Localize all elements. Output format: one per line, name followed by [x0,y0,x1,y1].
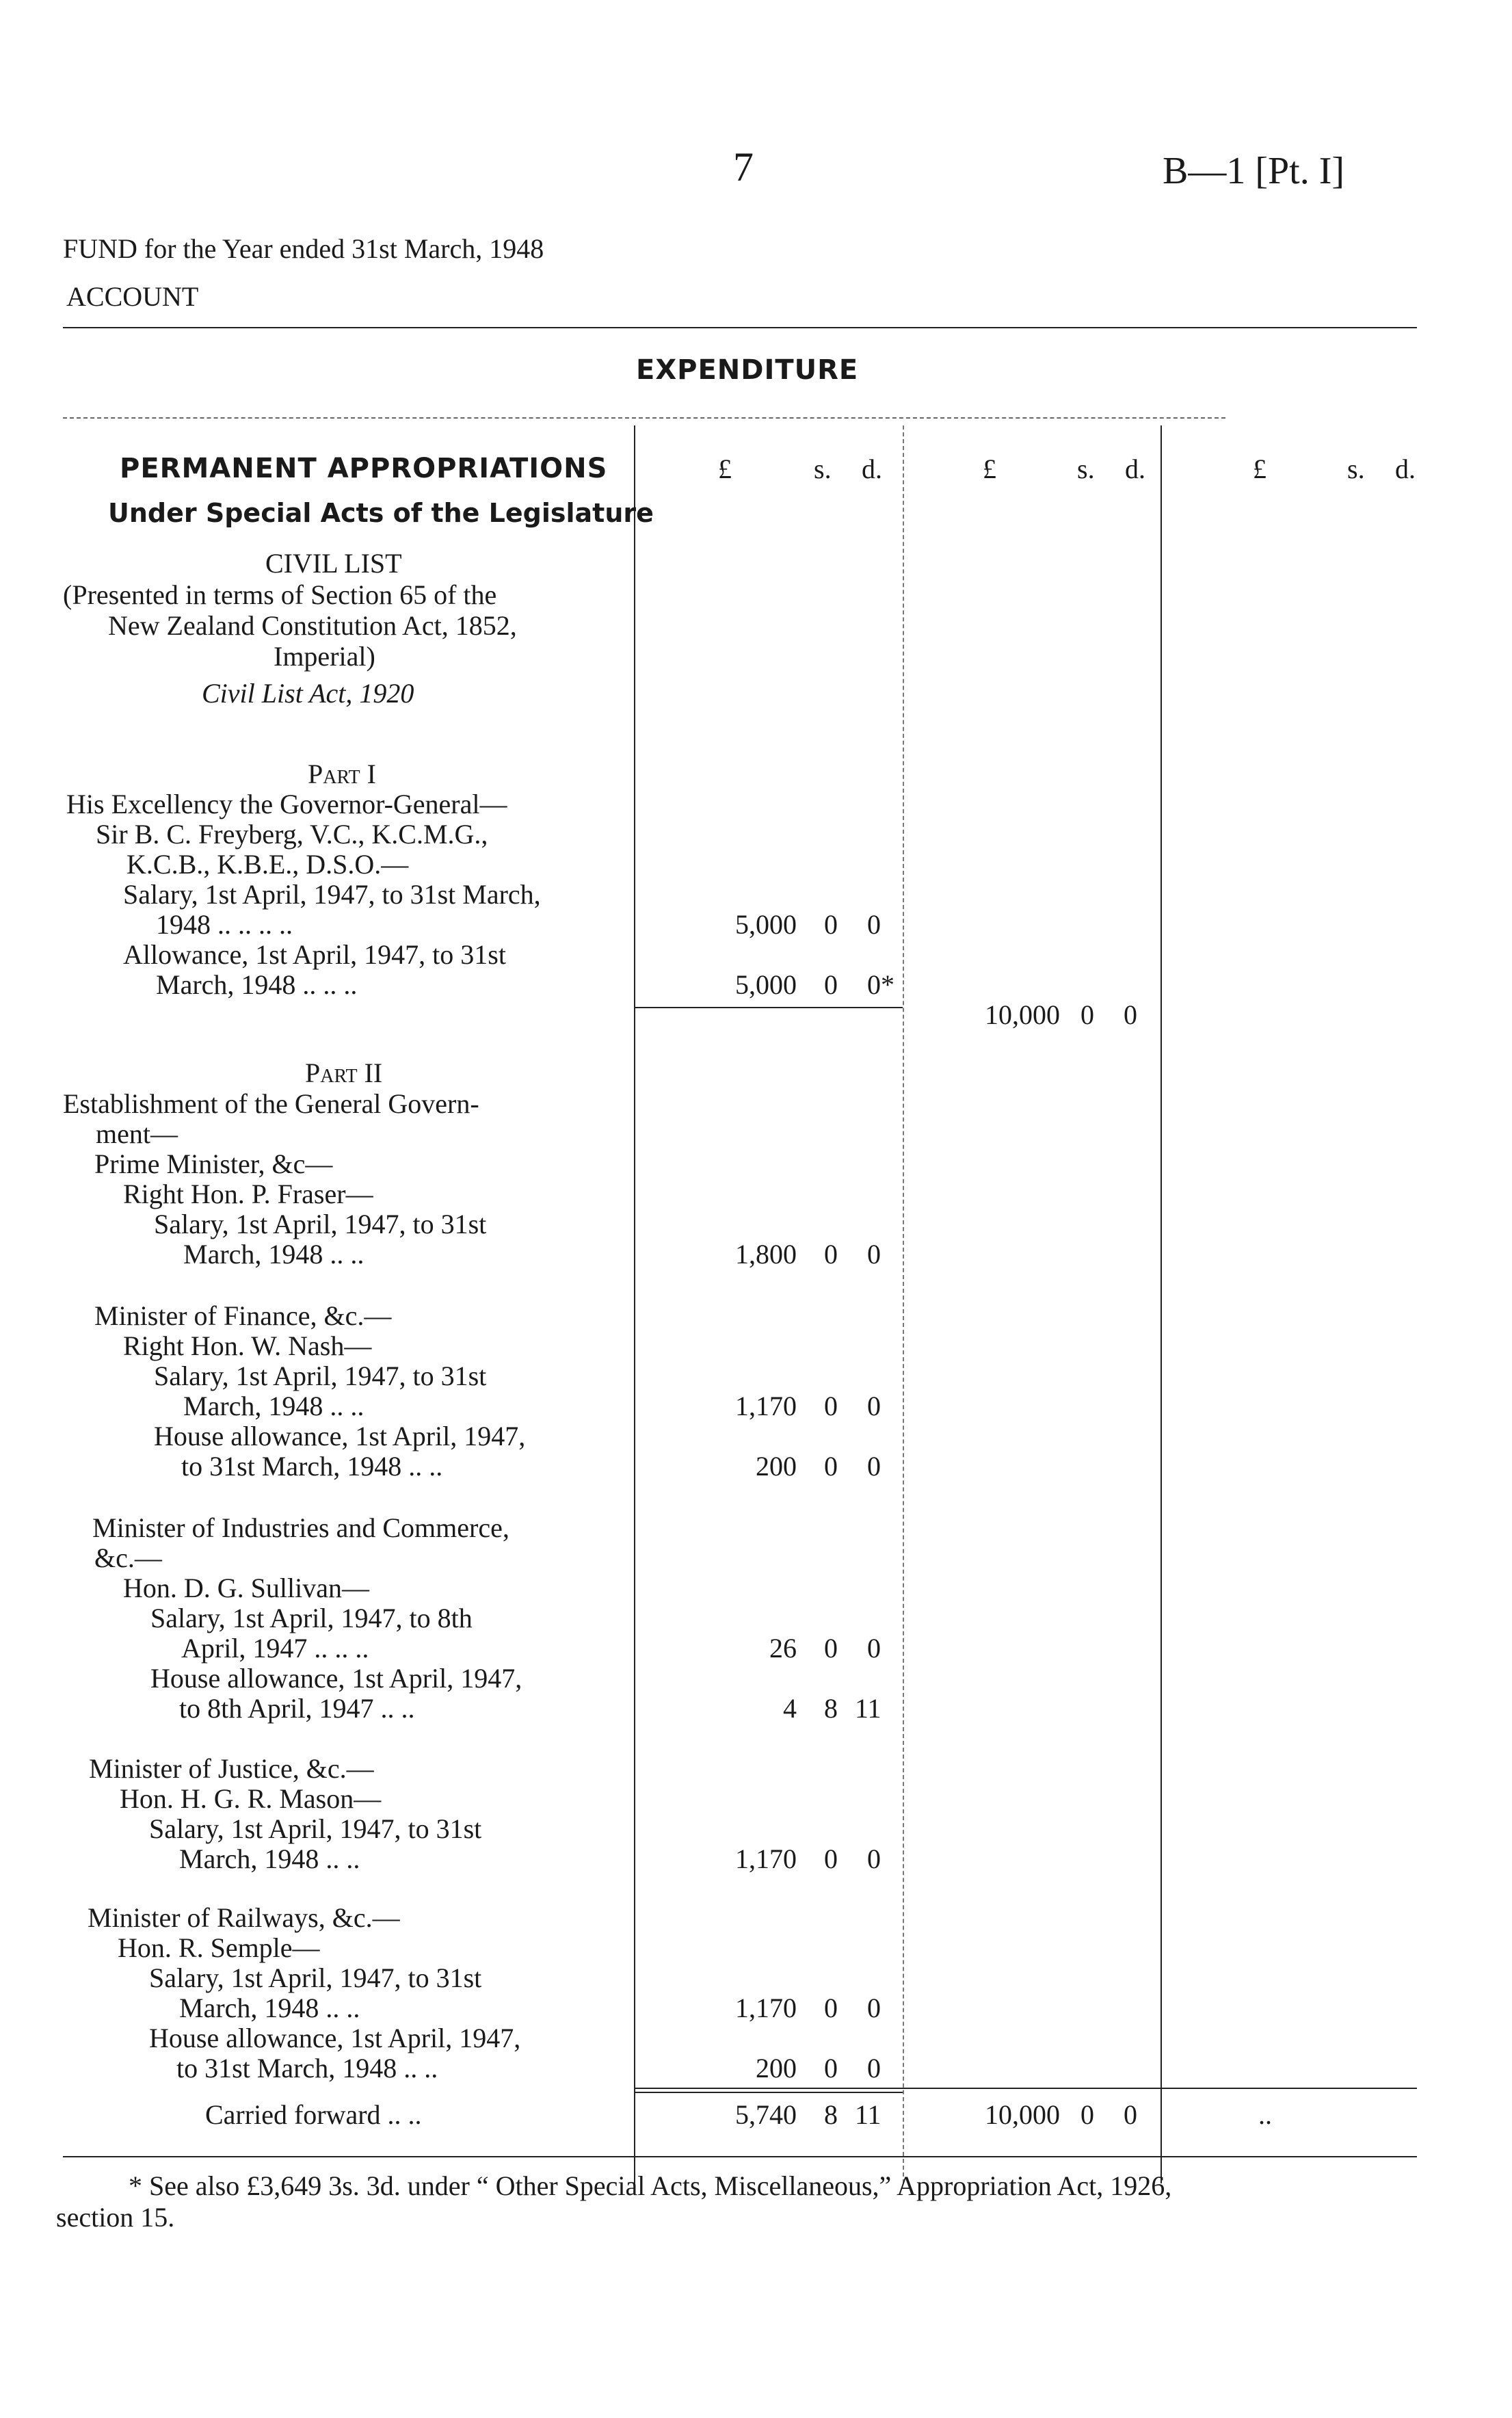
nash-line: Right Hon. W. Nash— [123,1330,372,1361]
fin-salary-pounds: 1,170 [735,1391,797,1421]
jus-salary-pounds: 1,170 [735,1843,797,1874]
fin-house-pounds: 200 [756,1451,797,1482]
col2-pounds-header: £ [983,454,996,484]
column-divider-1 [634,425,635,2183]
page-number: 7 [733,144,754,189]
header-rule [63,327,1417,328]
ind-salary-pounds: 26 [769,1633,797,1664]
permanent-appropriations-title: PERMANENT APPROPRIATIONS [120,453,608,484]
rail-salary-shillings: 0 [824,1993,838,2023]
jus-salary-line-1: Salary, 1st April, 1947, to 31st [149,1813,482,1844]
gg-salary-shillings: 0 [824,909,838,940]
fin-house-line-2: to 31st March, 1948 .. .. [181,1451,443,1482]
establishment-line-2: ment— [96,1118,178,1149]
carried-forward-rule-1 [634,2088,1417,2089]
part-1-total-pounds: 10,000 [985,999,1060,1030]
railways-minister-line: Minister of Railways, &c.— [88,1902,400,1933]
mason-line: Hon. H. G. R. Mason— [120,1783,382,1814]
rail-house-line-1: House allowance, 1st April, 1947, [149,2023,521,2053]
col1-pounds-header: £ [718,454,732,484]
fin-house-shillings: 0 [824,1451,838,1482]
ind-house-pounds: 4 [783,1693,797,1724]
gg-salary-line-2: 1948 .. .. .. .. [156,909,293,940]
heading-line-2: ACCOUNT [66,281,199,312]
gg-allowance-shillings: 0 [824,969,838,1000]
gg-salary-line-1: Salary, 1st April, 1947, to 31st March, [123,879,541,910]
part-1-heading: Part I [308,759,376,789]
rail-salary-pounds: 1,170 [735,1993,797,2023]
pm-salary-line-2: March, 1948 .. .. [183,1239,364,1270]
ind-salary-pence: 0 [867,1633,881,1664]
jus-salary-line-2: March, 1948 .. .. [179,1843,360,1874]
document-reference: B—1 [Pt. I] [1163,150,1344,192]
fin-salary-pence: 0 [867,1391,881,1421]
carried-col1-shillings: 8 [824,2099,838,2130]
rail-salary-line-1: Salary, 1st April, 1947, to 31st [149,1962,482,1993]
special-acts-subtitle: Under Special Acts of the Legislature [108,498,654,528]
presented-line-2: New Zealand Constitution Act, 1852, [108,610,517,641]
ind-salary-line-2: April, 1947 .. .. .. [181,1633,369,1664]
gg-salary-pounds: 5,000 [735,909,797,940]
carried-col1-pence: 11 [855,2099,881,2130]
industries-minister-line-1: Minister of Industries and Commerce, [92,1512,509,1543]
part-1-subtotal-rule [634,1007,903,1008]
governor-general-line: His Excellency the Governor-General— [66,789,507,819]
column-divider-2 [903,425,904,2183]
col1-shillings-header: s. [814,454,832,484]
carried-forward-rule-2 [634,2092,903,2093]
carried-col2-shillings: 0 [1080,2099,1094,2130]
semple-line: Hon. R. Semple— [118,1932,320,1963]
col1-pence-header: d. [862,454,882,484]
jus-salary-shillings: 0 [824,1843,838,1874]
presented-line-3: Imperial) [274,641,375,672]
col2-pence-header: d. [1125,454,1145,484]
carried-col3-dots: .. [1258,2099,1272,2130]
carried-col2-pounds: 10,000 [985,2099,1060,2130]
pm-salary-pounds: 1,800 [735,1239,797,1270]
footnote-line-2: section 15. [56,2202,175,2233]
heading-line-1: FUND for the Year ended 31st March, 1948 [63,233,544,264]
ind-house-pence: 11 [855,1693,881,1724]
finance-minister-line: Minister of Finance, &c.— [94,1300,392,1331]
footnote-rule [63,2156,1417,2157]
col3-pounds-header: £ [1253,454,1266,484]
fin-house-pence: 0 [867,1451,881,1482]
ind-house-line-2: to 8th April, 1947 .. .. [179,1693,415,1724]
establishment-line-1: Establishment of the General Govern- [63,1088,479,1119]
col3-pence-header: d. [1395,454,1416,484]
rail-house-shillings: 0 [824,2053,838,2084]
rail-house-pounds: 200 [756,2053,797,2084]
rail-house-pence: 0 [867,2053,881,2084]
carried-forward-label: Carried forward .. .. [205,2099,422,2130]
pm-salary-line-1: Salary, 1st April, 1947, to 31st [154,1209,487,1239]
gg-salary-pence: 0 [867,909,881,940]
column-head-rule [63,417,1225,419]
fin-salary-line-1: Salary, 1st April, 1947, to 31st [154,1361,487,1391]
civil-list-act: Civil List Act, 1920 [202,678,414,709]
ind-house-line-1: House allowance, 1st April, 1947, [150,1663,522,1694]
fin-house-line-1: House allowance, 1st April, 1947, [154,1421,526,1451]
jus-salary-pence: 0 [867,1843,881,1874]
col2-shillings-header: s. [1077,454,1095,484]
column-divider-3 [1160,425,1162,2183]
fraser-line: Right Hon. P. Fraser— [123,1179,373,1209]
rail-salary-line-2: March, 1948 .. .. [179,1993,360,2023]
industries-minister-line-2: &c.— [94,1542,162,1573]
pm-salary-pence: 0 [867,1239,881,1270]
gg-allowance-pounds: 5,000 [735,969,797,1000]
section-title: EXPENDITURE [636,354,859,386]
ind-house-shillings: 8 [824,1693,838,1724]
col3-shillings-header: s. [1347,454,1365,484]
part-1-total-shillings: 0 [1080,999,1094,1030]
civil-list-heading: CIVIL LIST [265,548,402,579]
pm-salary-shillings: 0 [824,1239,838,1270]
gg-allowance-pence: 0* [867,969,894,1000]
carried-col1-pounds: 5,740 [735,2099,797,2130]
part-1-total-pence: 0 [1124,999,1137,1030]
carried-col2-pence: 0 [1124,2099,1137,2130]
rail-house-line-2: to 31st March, 1948 .. .. [176,2053,438,2084]
freyberg-line-2: K.C.B., K.B.E., D.S.O.— [127,849,409,880]
fin-salary-line-2: March, 1948 .. .. [183,1391,364,1421]
freyberg-line-1: Sir B. C. Freyberg, V.C., K.C.M.G., [96,819,488,850]
sullivan-line: Hon. D. G. Sullivan— [123,1573,369,1603]
ind-salary-line-1: Salary, 1st April, 1947, to 8th [150,1603,473,1633]
prime-minister-line: Prime Minister, &c— [94,1148,333,1179]
footnote-line-1: * See also £3,649 3s. 3d. under “ Other Special Acts, Miscellaneous,” Appropriation Act, 1926, [129,2170,1172,2201]
part-2-heading: Part II [305,1057,383,1088]
fin-salary-shillings: 0 [824,1391,838,1421]
justice-minister-line: Minister of Justice, &c.— [89,1753,374,1784]
ind-salary-shillings: 0 [824,1633,838,1664]
gg-allowance-line-2: March, 1948 .. .. .. [156,969,358,1000]
gg-allowance-line-1: Allowance, 1st April, 1947, to 31st [123,939,506,970]
rail-salary-pence: 0 [867,1993,881,2023]
presented-line-1: (Presented in terms of Section 65 of the [63,579,497,610]
